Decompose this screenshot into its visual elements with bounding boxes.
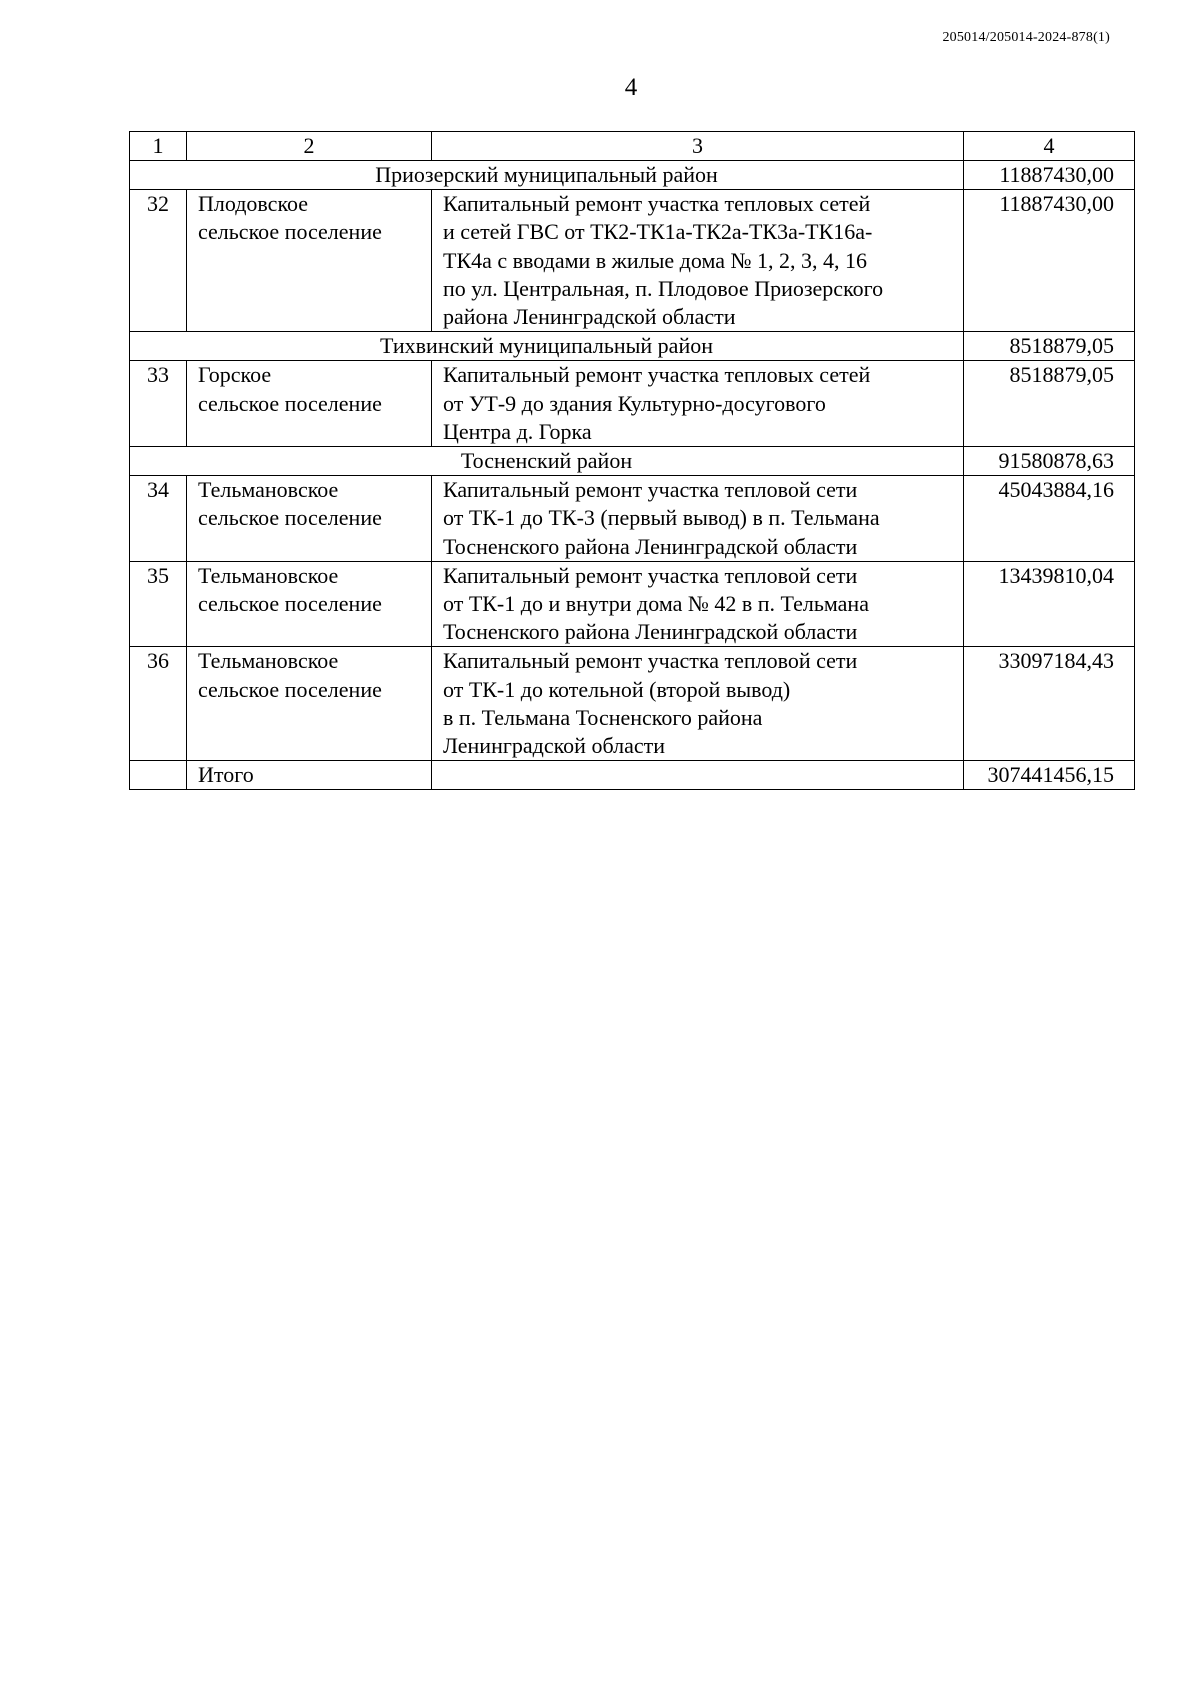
column-number-1: 1 xyxy=(130,132,187,161)
settlement-line: Горское xyxy=(198,362,272,388)
total-empty-cell xyxy=(130,761,187,790)
settlement-line: сельское поселение xyxy=(198,591,382,617)
amount-cell: 13439810,04 xyxy=(964,561,1135,647)
column-number-2: 2 xyxy=(187,132,432,161)
table-row xyxy=(130,190,1135,332)
district-name: Тосненский район xyxy=(130,447,964,476)
row-number: 35 xyxy=(130,561,187,647)
column-number-4: 4 xyxy=(964,132,1135,161)
total-label: Итого xyxy=(187,761,432,790)
description-line: Капитальный ремонт участка тепловой сети xyxy=(443,477,858,503)
settlement-line: сельское поселение xyxy=(198,390,382,416)
settlement-cell xyxy=(187,561,432,647)
description-cell xyxy=(432,647,964,761)
table-row xyxy=(130,361,1135,447)
description-line: района Ленинградской области xyxy=(443,304,736,330)
description-line: Капитальный ремонт участка тепловой сети xyxy=(443,648,858,674)
settlement-line: Тельмановское xyxy=(198,648,339,674)
description-line: в п. Тельмана Тосненского района xyxy=(443,704,763,730)
description-line: и сетей ГВС от ТК2-ТК1а-ТК2а-ТК3а-ТК16а- xyxy=(443,219,873,245)
description-line: от УТ-9 до здания Культурно-досугового xyxy=(443,390,826,416)
total-row xyxy=(130,761,1135,790)
description-cell xyxy=(432,361,964,447)
table-row xyxy=(130,561,1135,647)
row-number: 33 xyxy=(130,361,187,447)
table-body xyxy=(130,132,1135,790)
description-line: Центра д. Горка xyxy=(443,418,592,444)
settlement-line: сельское поселение xyxy=(198,676,382,702)
district-total: 11887430,00 xyxy=(964,161,1135,190)
row-number: 36 xyxy=(130,647,187,761)
settlement-line: сельское поселение xyxy=(198,505,382,531)
description-line: Капитальный ремонт участка тепловых сетей xyxy=(443,191,871,217)
district-total: 8518879,05 xyxy=(964,332,1135,361)
district-row xyxy=(130,161,1135,190)
description-line: Капитальный ремонт участка тепловых сетей xyxy=(443,362,871,388)
column-number-3: 3 xyxy=(432,132,964,161)
amount-cell: 8518879,05 xyxy=(964,361,1135,447)
settlement-line: Тельмановское xyxy=(198,562,339,588)
description-line: Тосненского района Ленинградской области xyxy=(443,619,858,645)
settlement-cell xyxy=(187,190,432,332)
description-line: от ТК-1 до ТК-3 (первый вывод) в п. Тельмана xyxy=(443,505,880,531)
description-line: по ул. Центральная, п. Плодовое Приозерского xyxy=(443,275,884,301)
total-empty-cell xyxy=(432,761,964,790)
description-line: от ТК-1 до и внутри дома № 42 в п. Тельмана xyxy=(443,591,869,617)
description-line: Капитальный ремонт участка тепловой сети xyxy=(443,562,858,588)
settlement-cell xyxy=(187,476,432,562)
settlement-line: сельское поселение xyxy=(198,219,382,245)
district-row xyxy=(130,447,1135,476)
settlement-line: Тельмановское xyxy=(198,477,339,503)
settlement-cell xyxy=(187,361,432,447)
settlement-line: Плодовское xyxy=(198,191,309,217)
amount-cell: 11887430,00 xyxy=(964,190,1135,332)
description-line: от ТК-1 до котельной (второй вывод) xyxy=(443,676,791,702)
row-number: 32 xyxy=(130,190,187,332)
description-line: ТК4а с вводами в жилые дома № 1, 2, 3, 4, 16 xyxy=(443,247,867,273)
description-cell xyxy=(432,561,964,647)
table-row xyxy=(130,647,1135,761)
amount-cell: 45043884,16 xyxy=(964,476,1135,562)
document-id: 205014/205014-2024-878(1) xyxy=(942,30,1110,45)
description-cell xyxy=(432,476,964,562)
column-number-row xyxy=(130,132,1135,161)
row-number: 34 xyxy=(130,476,187,562)
settlement-cell xyxy=(187,647,432,761)
district-total: 91580878,63 xyxy=(964,447,1135,476)
district-name: Приозерский муниципальный район xyxy=(130,161,964,190)
total-amount: 307441456,15 xyxy=(964,761,1135,790)
page-number: 4 xyxy=(624,74,638,101)
funding-table xyxy=(129,131,1135,790)
description-line: Ленинградской области xyxy=(443,733,665,759)
description-cell xyxy=(432,190,964,332)
amount-cell: 33097184,43 xyxy=(964,647,1135,761)
district-row xyxy=(130,332,1135,361)
district-name: Тихвинский муниципальный район xyxy=(130,332,964,361)
table-row xyxy=(130,476,1135,562)
description-line: Тосненского района Ленинградской области xyxy=(443,533,858,559)
